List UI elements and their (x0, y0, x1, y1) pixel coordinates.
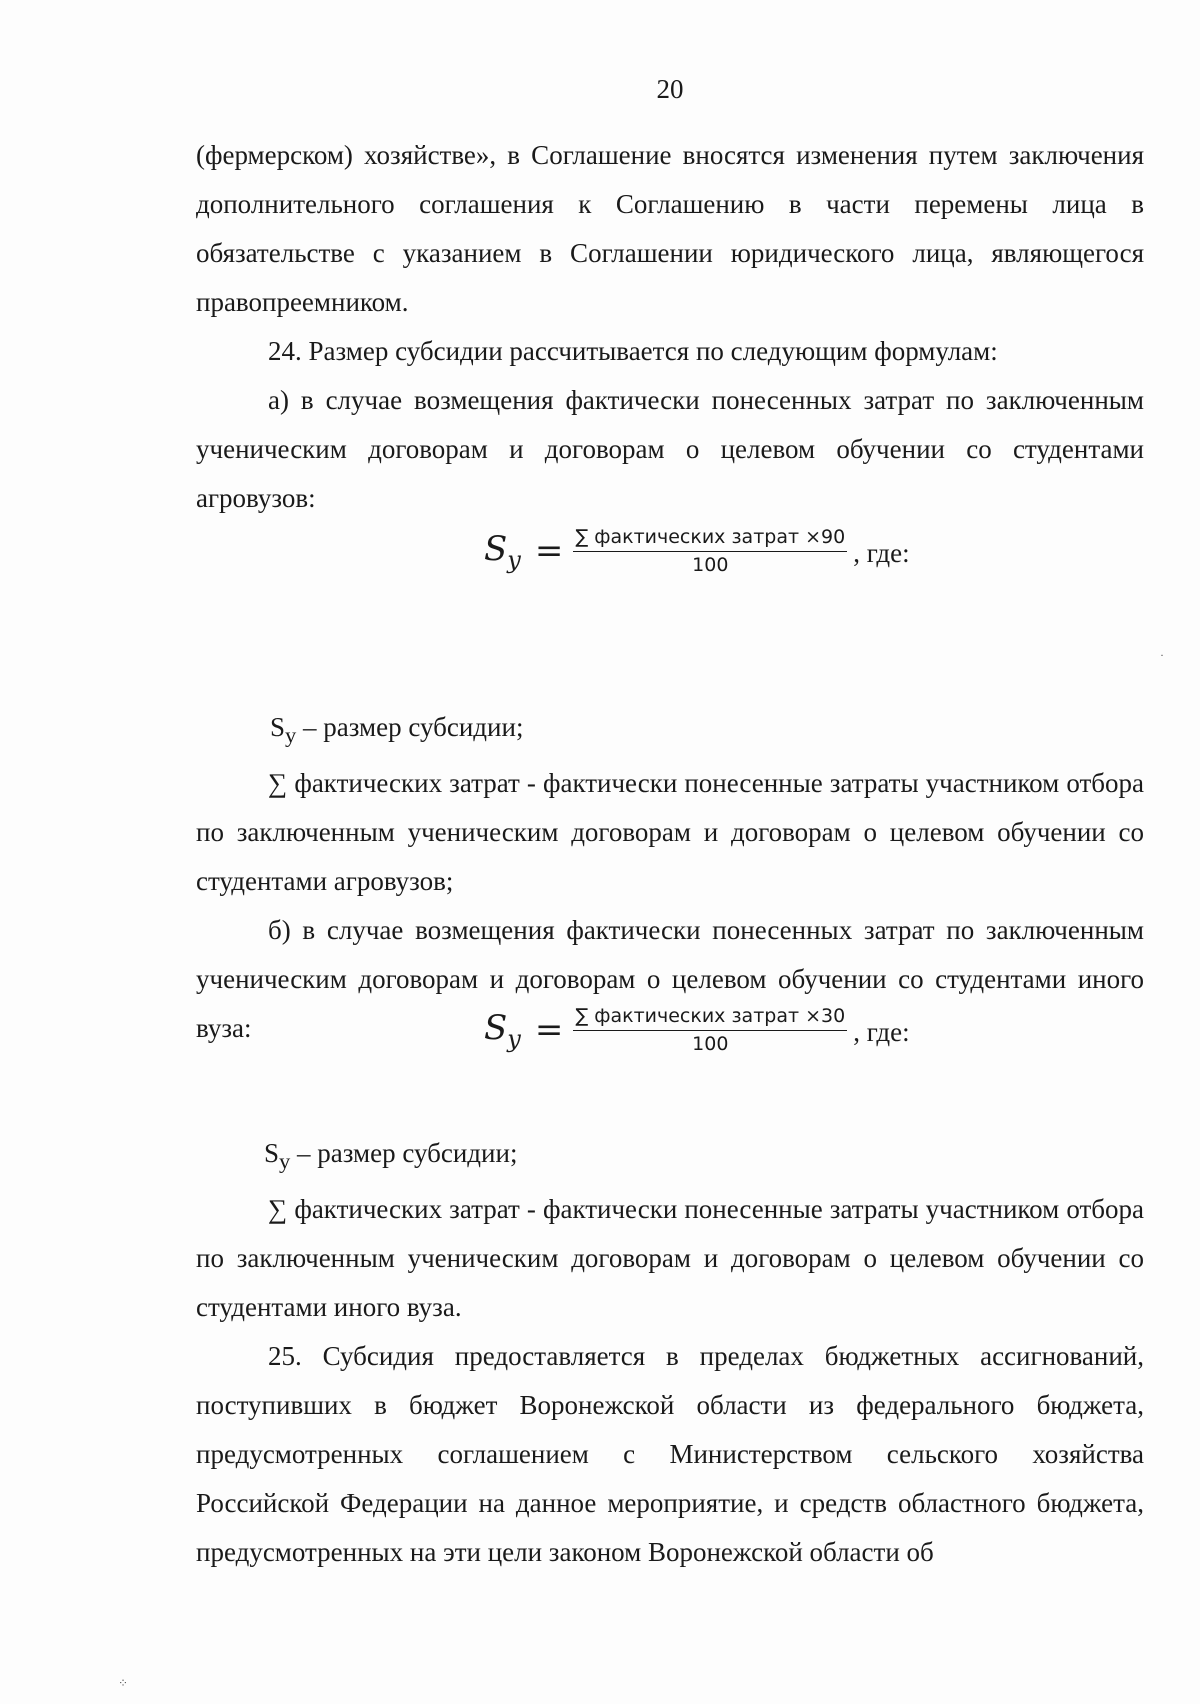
formula-a-equals: = (534, 531, 564, 571)
formula-b (484, 1005, 910, 1055)
formula-b-fraction (573, 1005, 847, 1055)
paragraph-25: 25. Субсидия предоставляется в пределах бюджетных ассигнований, поступивших в бюджет Воронежской области из федерального бюджета, предусмотренных соглашением с Министерством сельского хозяйства Российской Федерации на данное мероприятие, и средств областного бюджета, предусмотренных на эти цели законом Воронежской области об (196, 1341, 1144, 1568)
formula-a-fraction (573, 526, 847, 576)
formula-a-denominator: 100 (692, 554, 729, 576)
formula-a-numerator: ∑ фактических затрат ×90 (573, 526, 847, 552)
sum-term: ∑ фактических затрат (268, 1194, 520, 1225)
sy-symbol: $S_y$ (264, 1138, 291, 1174)
formula-b-denominator: 100 (692, 1033, 729, 1055)
formula-b-tail: , где: (853, 1016, 910, 1047)
sy-symbol: $S_y$ (270, 712, 297, 748)
text-block-definitions-a (196, 703, 1144, 1053)
definition-sum-b: ∑ фактических затрат - фактически понесенные затраты участником отбора по заключенным ученическим договорам и договорам о целевом обучении со студентами иного вуза. (196, 1194, 1144, 1323)
definition-sy-b: $S_y$ – размер субсидии; (264, 1138, 518, 1174)
paragraph-a: а) в случае возмещения фактически понесенных затрат по заключенным ученическим договорам и договорам о целевом обучении со студентами агровузов: (196, 385, 1144, 513)
text-block-top (196, 131, 1144, 523)
text-block-definitions-b (196, 1129, 1144, 1577)
paragraph-b: б) в случае возмещения фактически понесенных затрат по заключенным ученическим договорам и договорам о целевом обучении со студентами иного вуза: (196, 915, 1144, 1044)
formula-b-lhs: $S_y$ (484, 1007, 521, 1053)
page-number: 20 (656, 74, 684, 104)
sum-term: ∑ фактических затрат (268, 768, 520, 799)
formula-a-tail: , где: (853, 537, 910, 568)
definition-sum-a: ∑ фактических затрат - фактически понесенные затраты участником отбора по заключенным ученическим договорам и договорам о целевом обучении со студентами агровузов; (196, 768, 1144, 897)
paragraph-continuation: (фермерском) хозяйстве», в Соглашение вносятся изменения путем заключения дополнительного соглашения к Соглашению в части перемены лица в обязательстве с указанием в Соглашении юридического лица, являющегося правопреемником. (196, 140, 1144, 317)
formula-b-equals: = (534, 1010, 564, 1050)
scan-speck: · (1160, 648, 1164, 662)
definition-sy-a: $S_y$ – размер субсидии; (270, 712, 524, 748)
scan-speck: ⁘ (118, 1676, 129, 1690)
paragraph-24: 24. Размер субсидии рассчитывается по следующим формулам: (268, 336, 998, 366)
formula-b-numerator: ∑ фактических затрат ×30 (573, 1005, 847, 1031)
formula-a (484, 526, 910, 576)
formula-a-lhs: $S_y$ (484, 528, 521, 574)
